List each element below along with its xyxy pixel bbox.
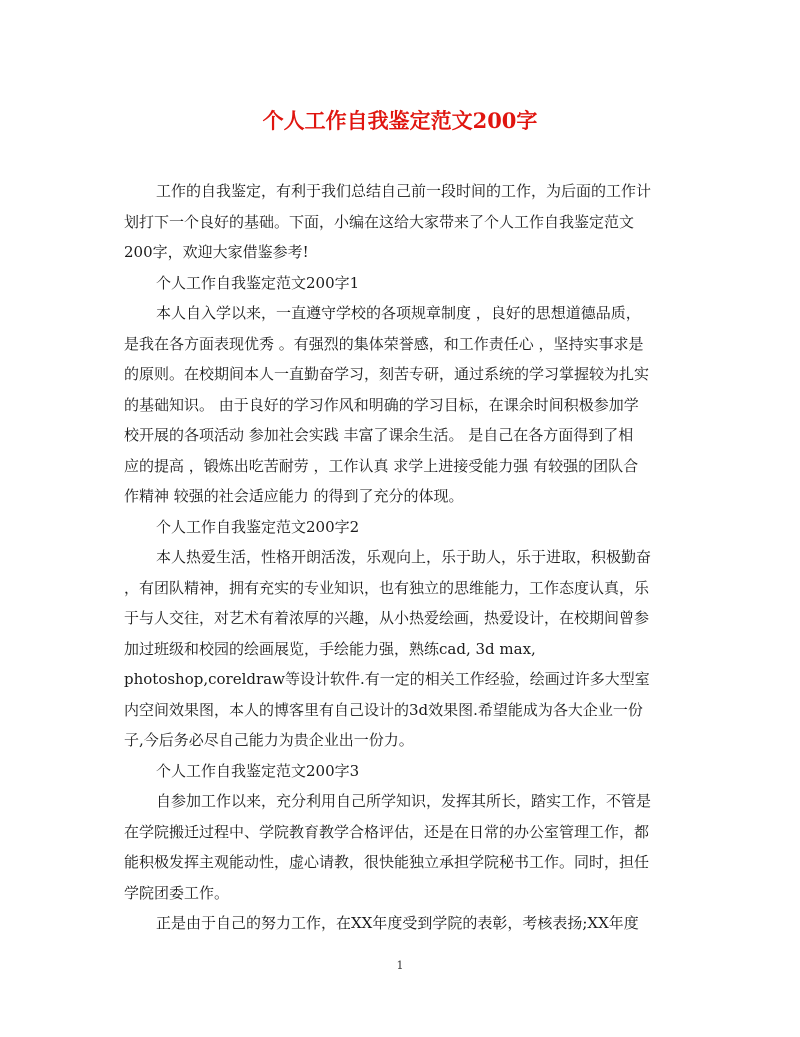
section-1-line-7: 作精神 较强的社会适应能力 的得到了充分的体现。 (124, 487, 464, 505)
section-2-line-3: 于与人交往，对艺术有着浓厚的兴趣，从小热爱绘画，热爱设计，在校期间曾参 (124, 609, 650, 627)
section-3-line-1: 自参加工作以来，充分利用自己所学知识，发挥其所长，踏实工作，不管是 (156, 792, 652, 810)
section-2-line-2: ，有团队精神，拥有充实的专业知识，也有独立的思维能力，工作态度认真，乐 (124, 579, 650, 597)
section-2-line-4: 加过班级和校园的绘画展览，手绘能力强，熟练cad, 3d max, (124, 640, 536, 658)
section-3-line-3: 能积极发挥主观能动性，虚心请教，很快能独立承担学院秘书工作。同时，担任 (124, 853, 650, 871)
page-number: 1 (396, 959, 404, 972)
section-1-line-5: 校开展的各项活动 参加社会实践 丰富了课余生活。 是自己在各方面得到了相 (124, 426, 634, 444)
section-3-line-4: 学院团委工作。 (124, 884, 230, 902)
section-1-line-6: 应的提高 ，锻炼出吃苦耐劳 ，工作认真 求学上进接受能力强 有较强的团队合 (124, 457, 639, 475)
section-1-line-1: 本人自入学以来，一直遵守学校的各项规章制度 ，良好的思想道德品质， (156, 304, 641, 322)
section-1-line-2: 是我在各方面表现优秀 。有强烈的集体荣誉感，和工作责任心 ，坚持实事求是 (124, 335, 644, 353)
section-2-line-1: 本人热爱生活，性格开朗活泼，乐观向上，乐于助人，乐于进取，积极勤奋 (156, 548, 652, 566)
intro-line-1: 工作的自我鉴定，有利于我们总结自己前一段时间的工作，为后面的工作计 (156, 182, 652, 200)
document-title: 个人工作自我鉴定范文200字 (262, 108, 538, 133)
section-heading-1: 个人工作自我鉴定范文200字1 (156, 274, 360, 292)
section-3-line-5: 正是由于自己的努力工作，在XX年度受到学院的表彰，考核表扬;XX年度 (156, 914, 639, 932)
section-heading-3: 个人工作自我鉴定范文200字3 (156, 762, 360, 780)
section-1-line-3: 的原则。在校期间本人一直勤奋学习，刻苦专研，通过系统的学习掌握较为扎实 (124, 365, 650, 383)
section-2-line-5: photoshop,coreldraw等设计软件.有一定的相关工作经验，绘画过许多大型室 (124, 670, 650, 688)
section-2-line-6: 内空间效果图，本人的博客里有自己设计的3d效果图.希望能成为各大企业一份 (124, 701, 643, 719)
section-2-line-7: 子,今后务必尽自己能力为贵企业出一份力。 (124, 731, 414, 749)
intro-line-3: 200字，欢迎大家借鉴参考! (124, 243, 309, 261)
section-3-line-2: 在学院搬迁过程中、学院教育教学合格评估，还是在日常的办公室管理工作，都 (124, 823, 650, 841)
intro-line-2: 划打下一个良好的基础。下面，小编在这给大家带来了个人工作自我鉴定范文 (124, 213, 635, 231)
section-1-line-4: 的基础知识。 由于良好的学习作风和明确的学习目标，在课余时间积极参加学 (124, 396, 639, 414)
section-heading-2: 个人工作自我鉴定范文200字2 (156, 518, 360, 536)
